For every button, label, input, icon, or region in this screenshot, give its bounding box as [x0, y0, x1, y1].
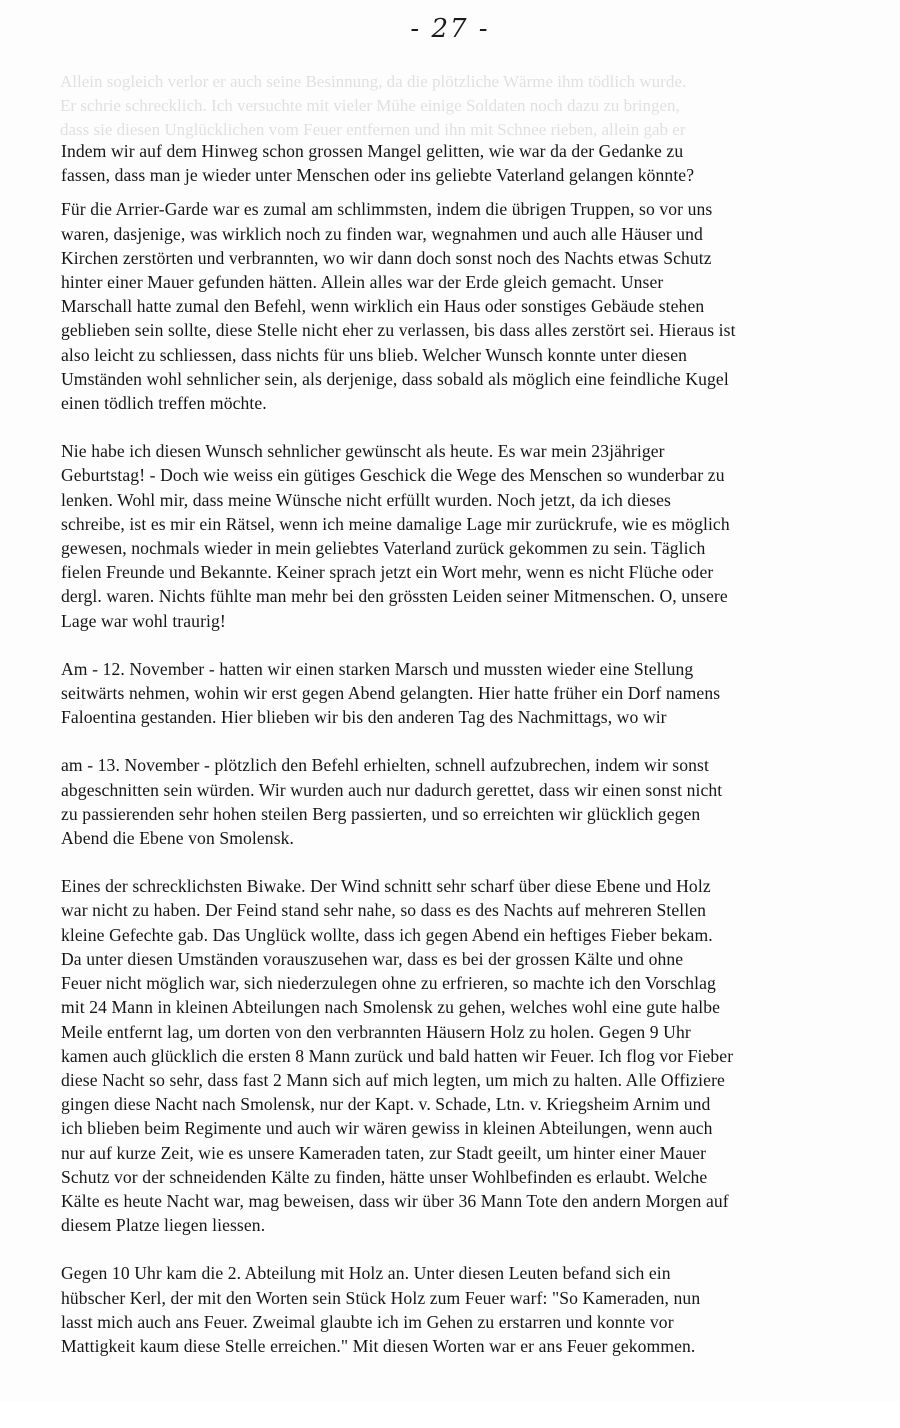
show-through-line: Er schrie schrecklich. Ich versuchte mit vieler Mühe einige Soldaten noch dazu zu bringen, — [60, 96, 680, 116]
paragraph-3: Nie habe ich diesen Wunsch sehnlicher gewünscht als heute. Es war mein 23jähriger Geburtstag! - Doch wie weiss ein gütiges Geschick die Wege des Menschen so wunderbar zu lenken. Wohl mir, dass meine Wünsche nicht erfüllt wurden. Noch jetzt, da ich dieses schreibe, ist es mir ein Rätsel, wenn ich meine damalige Lage mir zurückrufe, wie es möglich gewesen, nochmals wieder in mein geliebtes Vaterland zurück gekommen zu sein. Täglich fielen Freunde und Bekannte. Keiner sprach jetzt ein Wort mehr, wenn es nicht Flüche oder dergl. waren. Nichts fühlte man mehr bei den grössten Leiden seiner Mitmenschen. O, unsere Lage war wohl traurig! — [61, 441, 730, 631]
paragraph-5: am - 13. November - plötzlich den Befehl erhielten, schnell aufzubrechen, indem wir sonst abgeschnitten sein würden. Wir wurden auch nur dadurch gerettet, dass wir einen sonst nicht zu passierenden sehr hohen steilen Berg passierten, und so erreichten wir glücklich gegen Abend die Ebene von Smolensk. — [61, 755, 723, 849]
scan-edge — [0, 1402, 900, 1428]
page-number: - 27 - — [410, 14, 490, 44]
paragraph-7: Gegen 10 Uhr kam die 2. Abteilung mit Holz an. Unter diesen Leuten befand sich ein hübscher Kerl, der mit den Worten sein Stück Holz zum Feuer warf: "So Kameraden, nun lasst mich auch ans Feuer. Zweimal glaubte ich im Gehen zu erstarren und konnte vor Mattigkeit kaum diese Stelle erreichen." Mit diesen Worten war er ans Feuer gekommen. — [61, 1263, 701, 1356]
document-body — [61, 139, 891, 1358]
paragraph-2: Für die Arrier-Garde war es zumal am schlimmsten, indem die übrigen Truppen, so vor uns waren, dasjenige, was wirklich noch zu finden war, wegnahmen und auch alle Häuser und Kirchen zerstörten und verbrannten, wo wir dann doch sonst noch des Nachts etwas Schutz hinter einer Mauer gefunden hätten. Allein alles war der Erde gleich gemacht. Unser Marschall hatte zumal den Befehl, wenn wirklich ein Haus oder sonstiges Gebäude stehen geblieben sein sollte, diese Stelle nicht eher zu verlassen, bis dass alles zerstört sei. Hieraus ist also leicht zu schliessen, dass nichts für uns blieb. Welcher Wunsch konnte unter diesen Umständen wohl sehnlicher sein, als derjenige, dass sobald als möglich eine feindliche Kugel einen tödlich treffen möchte. — [61, 199, 736, 414]
paragraph-6: Eines der schrecklichsten Biwake. Der Wind schnitt sehr scharf über diese Ebene und Holz war nicht zu haben. Der Feind stand sehr nahe, so dass es des Nachts auf mehreren Stellen kleine Gefechte gab. Das Unglück wollte, dass ich gegen Abend ein heftiges Fieber bekam. Da unter diesen Umständen vorauszusehen war, dass es bei der grossen Kälte und ohne Feuer nicht möglich war, sich niederzulegen ohne zu erfrieren, so machte ich den Vorschlag mit 24 Mann in kleinen Abteilungen nach Smolensk zu gehen, welches wohl eine gute halbe Meile entfernt lag, um dorten von den verbrannten Häusern Holz zu holen. Gegen 9 Uhr kamen auch glücklich die ersten 8 Mann zurück und bald hatten wir Feuer. Ich flog vor Fieber diese Nacht so sehr, dass fast 2 Mann sich auf mich legten, um mich zu halten. Alle Offiziere gingen diese Nacht nach Smolensk, nur der Kapt. v. Schade, Ltn. v. Kriegsheim Arnim und ich blieben beim Regimente und auch wir wären gewiss in kleinen Abteilungen, wenn auch nur auf kurze Zeit, wie es unsere Kameraden taten, zur Stadt geeilt, um hinter einer Mauer Schutz vor der schneidenden Kälte zu finden, hätte unser Wohlbefinden es erlaubt. Welche Kälte es heute Nacht war, mag beweisen, dass wir über 36 Mann Tote den andern Morgen auf diesem Platze liegen liessen. — [61, 876, 734, 1236]
paragraph-gap — [61, 850, 891, 874]
paragraph-gap — [61, 187, 891, 197]
show-through-line: dass sie diesen Unglücklichen vom Feuer entfernen und ihn mit Schnee rieben, allein gab er — [60, 120, 686, 140]
paragraph-gap — [61, 633, 891, 657]
paragraph-gap — [61, 415, 891, 439]
paragraph-4: Am - 12. November - hatten wir einen starken Marsch und mussten wieder eine Stellung seitwärts nehmen, wohin wir erst gegen Abend gelangten. Hier hatte früher ein Dorf namens Faloentina gestanden. Hier blieben wir bis den anderen Tag des Nachmittags, wo wir — [61, 658, 721, 728]
paragraph-gap — [61, 1237, 891, 1261]
paragraph-gap — [61, 729, 891, 753]
show-through-line: Allein sogleich verlor er auch seine Besinnung, da die plötzliche Wärme ihm tödlich wurde. — [60, 72, 687, 91]
paragraph-1: Indem wir auf dem Hinweg schon grossen Mangel gelitten, wie war da der Gedanke zu fassen, dass man je wieder unter Menschen oder ins geliebte Vaterland gelangen könnte? — [61, 141, 695, 186]
